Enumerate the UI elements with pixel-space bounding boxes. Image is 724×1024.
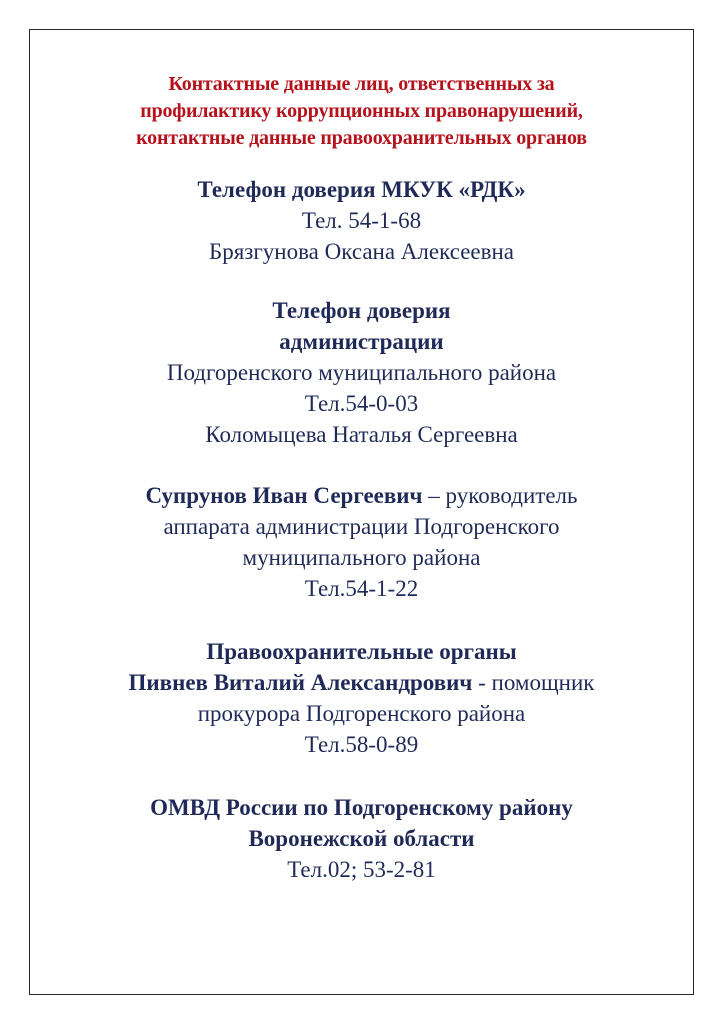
law-name: Пивнев Виталий Александрович [128,670,473,695]
suprunov-role-2: аппарата администрации Подгоренского [163,514,560,539]
suprunov-role-1: – руководитель [422,483,578,508]
rdk-person: Брязгунова Оксана Алексеевна [209,239,514,264]
law-enforcement-block [29,636,694,760]
admin-hotline-block [29,295,694,450]
rdk-phone: Тел. 54-1-68 [301,208,422,233]
suprunov-name: Супрунов Иван Сергеевич [145,483,423,508]
law-phone: Тел.58-0-89 [304,732,419,757]
admin-person: Коломыцева Наталья Сергеевна [205,422,518,447]
header-line-1: Контактные данные лиц, ответственных за [168,73,555,95]
omvd-title-line-1: ОМВД России по Подгоренскому району [150,795,573,820]
suprunov-block [29,480,694,604]
suprunov-role-3: муниципального района [242,545,481,570]
admin-org: Подгоренского муниципального района [166,360,557,385]
rdk-title: Телефон доверия МКУК «РДК» [197,177,526,202]
header-line-2: профилактику коррупционных правонарушений, [140,100,583,122]
rdk-hotline-block [29,174,694,267]
admin-title-line-2: администрации [279,329,444,354]
omvd-title-line-2: Воронежской области [248,826,475,851]
law-title: Правоохранительные органы [206,639,517,664]
law-role-2: прокурора Подгоренского района [197,701,526,726]
admin-title-line-1: Телефон доверия [272,298,451,323]
document-content [29,29,694,885]
suprunov-line-1 [29,480,694,511]
document-header [62,71,662,152]
omvd-block [29,792,694,885]
omvd-phone: Тел.02; 53-2-81 [287,857,436,882]
law-line-2 [29,667,694,698]
header-line-3: контактные данные правоохранительных органов [136,127,587,149]
admin-phone: Тел.54-0-03 [304,391,419,416]
law-role-1: - помощник [472,670,595,695]
suprunov-phone: Тел.54-1-22 [304,576,419,601]
